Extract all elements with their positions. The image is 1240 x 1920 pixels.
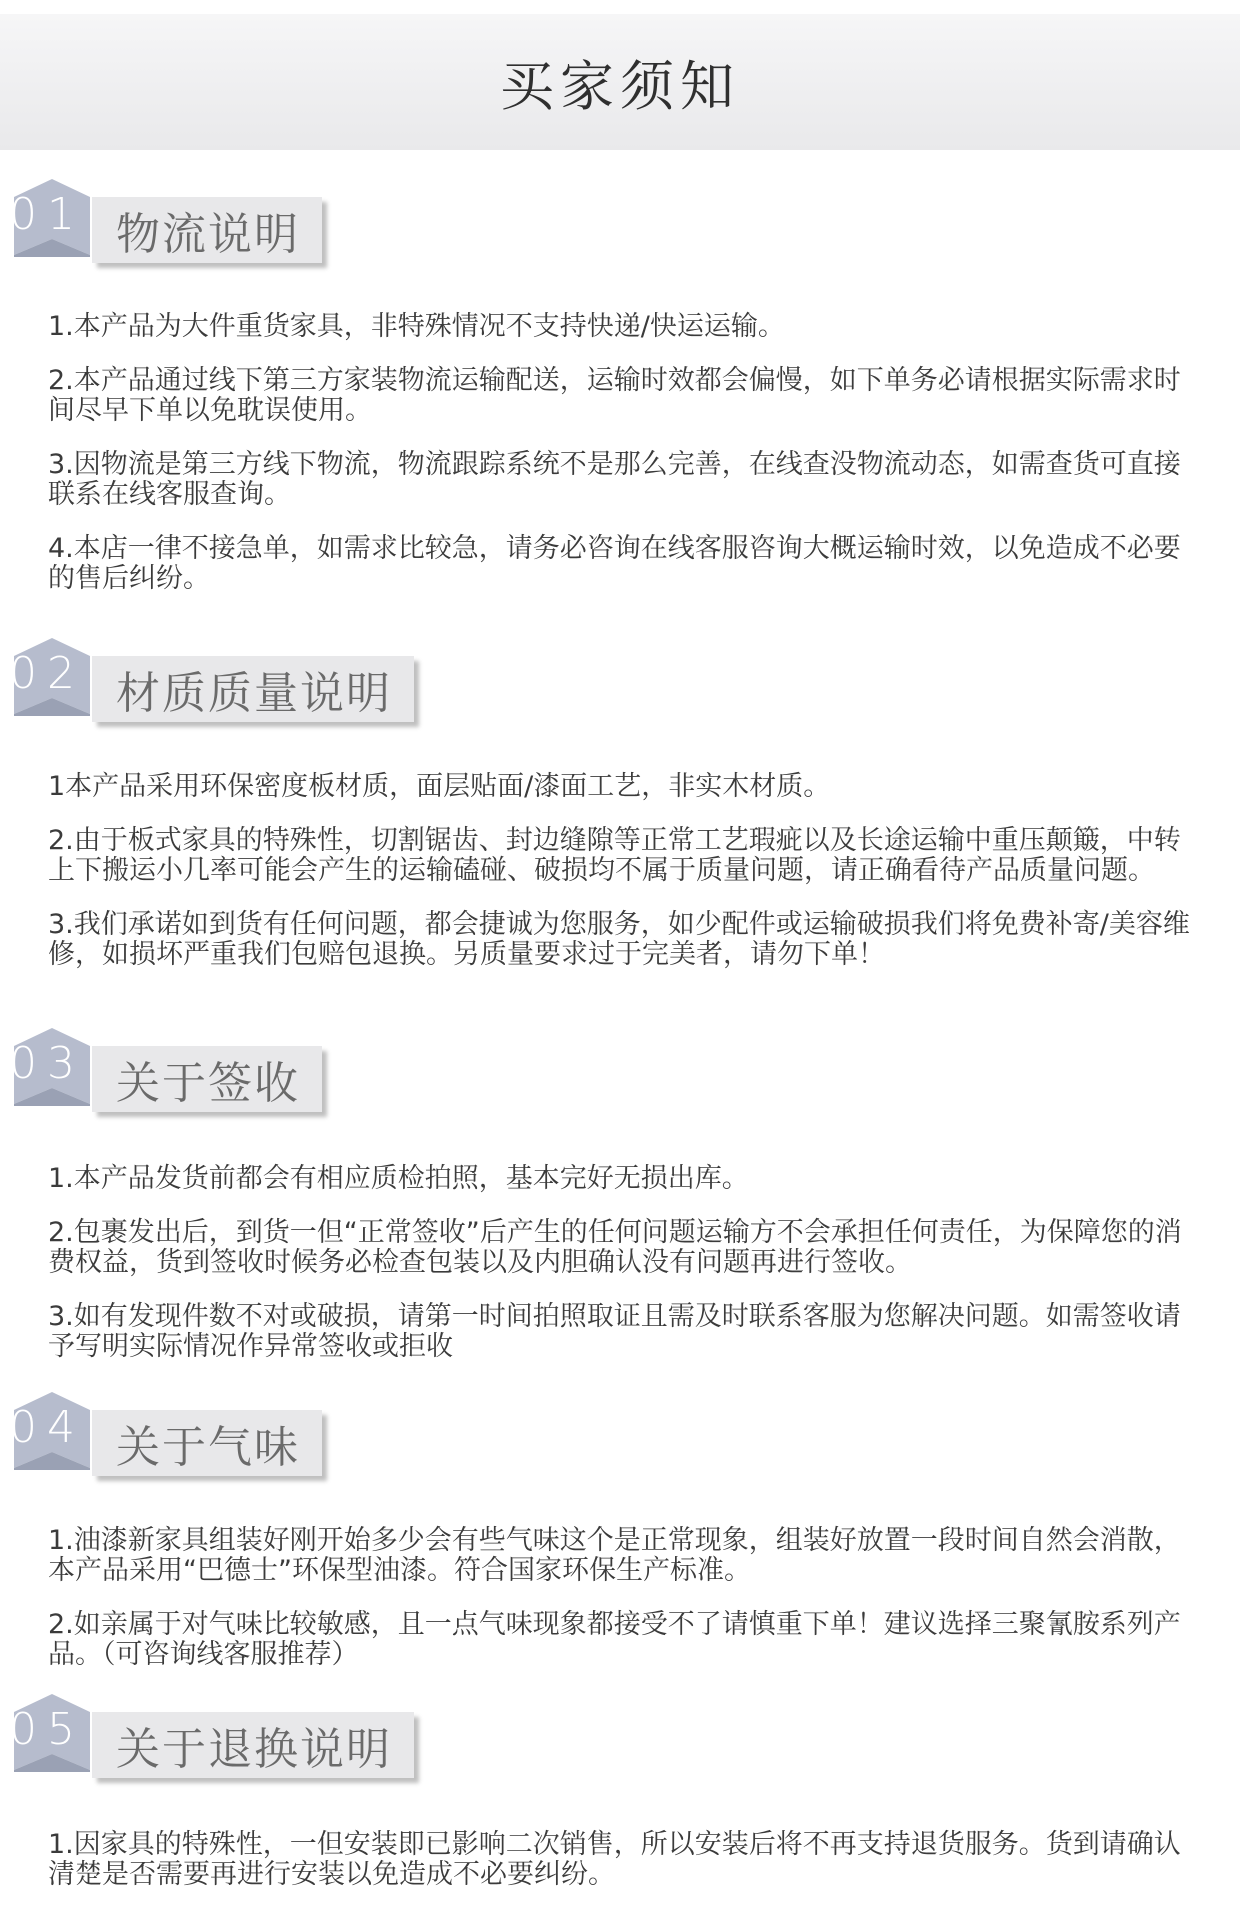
section-title: 关于签收 [92, 1046, 322, 1112]
section-logistics-items [48, 312, 1198, 618]
section-number: 02 [9, 648, 85, 699]
section-receipt-items [48, 1164, 1198, 1386]
list-item: 3.我们承诺如到货有任何问题，都会捷诚为您服务，如少配件或运输破损我们将免费补寄/美容维修，如损坏严重我们包赔包退换。另质量要求过于完美者，请勿下单！ [48, 909, 1190, 970]
list-item: 1.本产品发货前都会有相应质检拍照，基本完好无损出库。 [48, 1163, 749, 1194]
page-header [0, 14, 1240, 150]
section-number: 01 [9, 189, 85, 240]
list-item: 1本产品采用环保密度板材质，面层贴面/漆面工艺，非实木材质。 [48, 771, 831, 802]
section-title: 关于气味 [92, 1410, 322, 1476]
section-title: 关于退换说明 [92, 1712, 414, 1778]
section-number: 04 [9, 1402, 85, 1453]
list-item: 1.本产品为大件重货家具，非特殊情况不支持快递/快运运输。 [48, 311, 785, 342]
section-number: 03 [9, 1038, 85, 1089]
section-number: 05 [9, 1704, 85, 1755]
page-title: 买家须知 [500, 54, 740, 118]
list-item: 3.因物流是第三方线下物流，物流跟踪系统不是那么完善，在线查没物流动态，如需查货可直接联系在线客服查询。 [48, 449, 1181, 510]
list-item: 1.油漆新家具组装好刚开始多少会有些气味这个是正常现象，组装好放置一段时间自然会消散，本产品采用“巴德士”环保型油漆。符合国家环保生产标准。 [48, 1525, 1181, 1586]
section-number-badge [8, 175, 98, 257]
list-item: 2.包裹发出后，到货一但“正常签收”后产生的任何问题运输方不会承担任何责任，为保障您的消费权益，货到签收时候务必检查包装以及内胆确认没有问题再进行签收。 [48, 1217, 1182, 1278]
section-number-badge [8, 1388, 98, 1470]
section-returns-items [48, 1830, 1198, 1914]
section-title: 材质质量说明 [92, 656, 414, 722]
list-item: 3.如有发现件数不对或破损，请第一时间拍照取证且需及时联系客服为您解决问题。如需签收请予写明实际情况作异常签收或拒收 [48, 1301, 1181, 1362]
list-item: 2.由于板式家具的特殊性，切割锯齿、封边缝隙等正常工艺瑕疵以及长途运输中重压颠簸，中转上下搬运小几率可能会产生的运输磕碰、破损均不属于质量问题，请正确看待产品质量问题。 [48, 825, 1181, 886]
section-number-badge [8, 1690, 98, 1772]
list-item: 4.本店一律不接急单，如需求比较急，请务必咨询在线客服咨询大概运输时效，以免造成不必要的售后纠纷。 [48, 533, 1181, 594]
section-material-quality-items [48, 772, 1198, 994]
list-item: 1.因家具的特殊性，一但安装即已影响二次销售，所以安装后将不再支持退货服务。货到请确认清楚是否需要再进行安装以免造成不必要纠纷。 [48, 1829, 1181, 1890]
list-item: 2.本产品通过线下第三方家装物流运输配送，运输时效都会偏慢，如下单务必请根据实际需求时间尽早下单以免耽误使用。 [48, 365, 1181, 426]
section-number-badge [8, 1024, 98, 1106]
section-number-badge [8, 634, 98, 716]
section-title: 物流说明 [92, 197, 322, 263]
section-odor-items [48, 1526, 1198, 1694]
list-item: 2.如亲属于对气味比较敏感，且一点气味现象都接受不了请慎重下单！建议选择三聚氰胺系列产品。（可咨询线客服推荐） [48, 1609, 1181, 1670]
